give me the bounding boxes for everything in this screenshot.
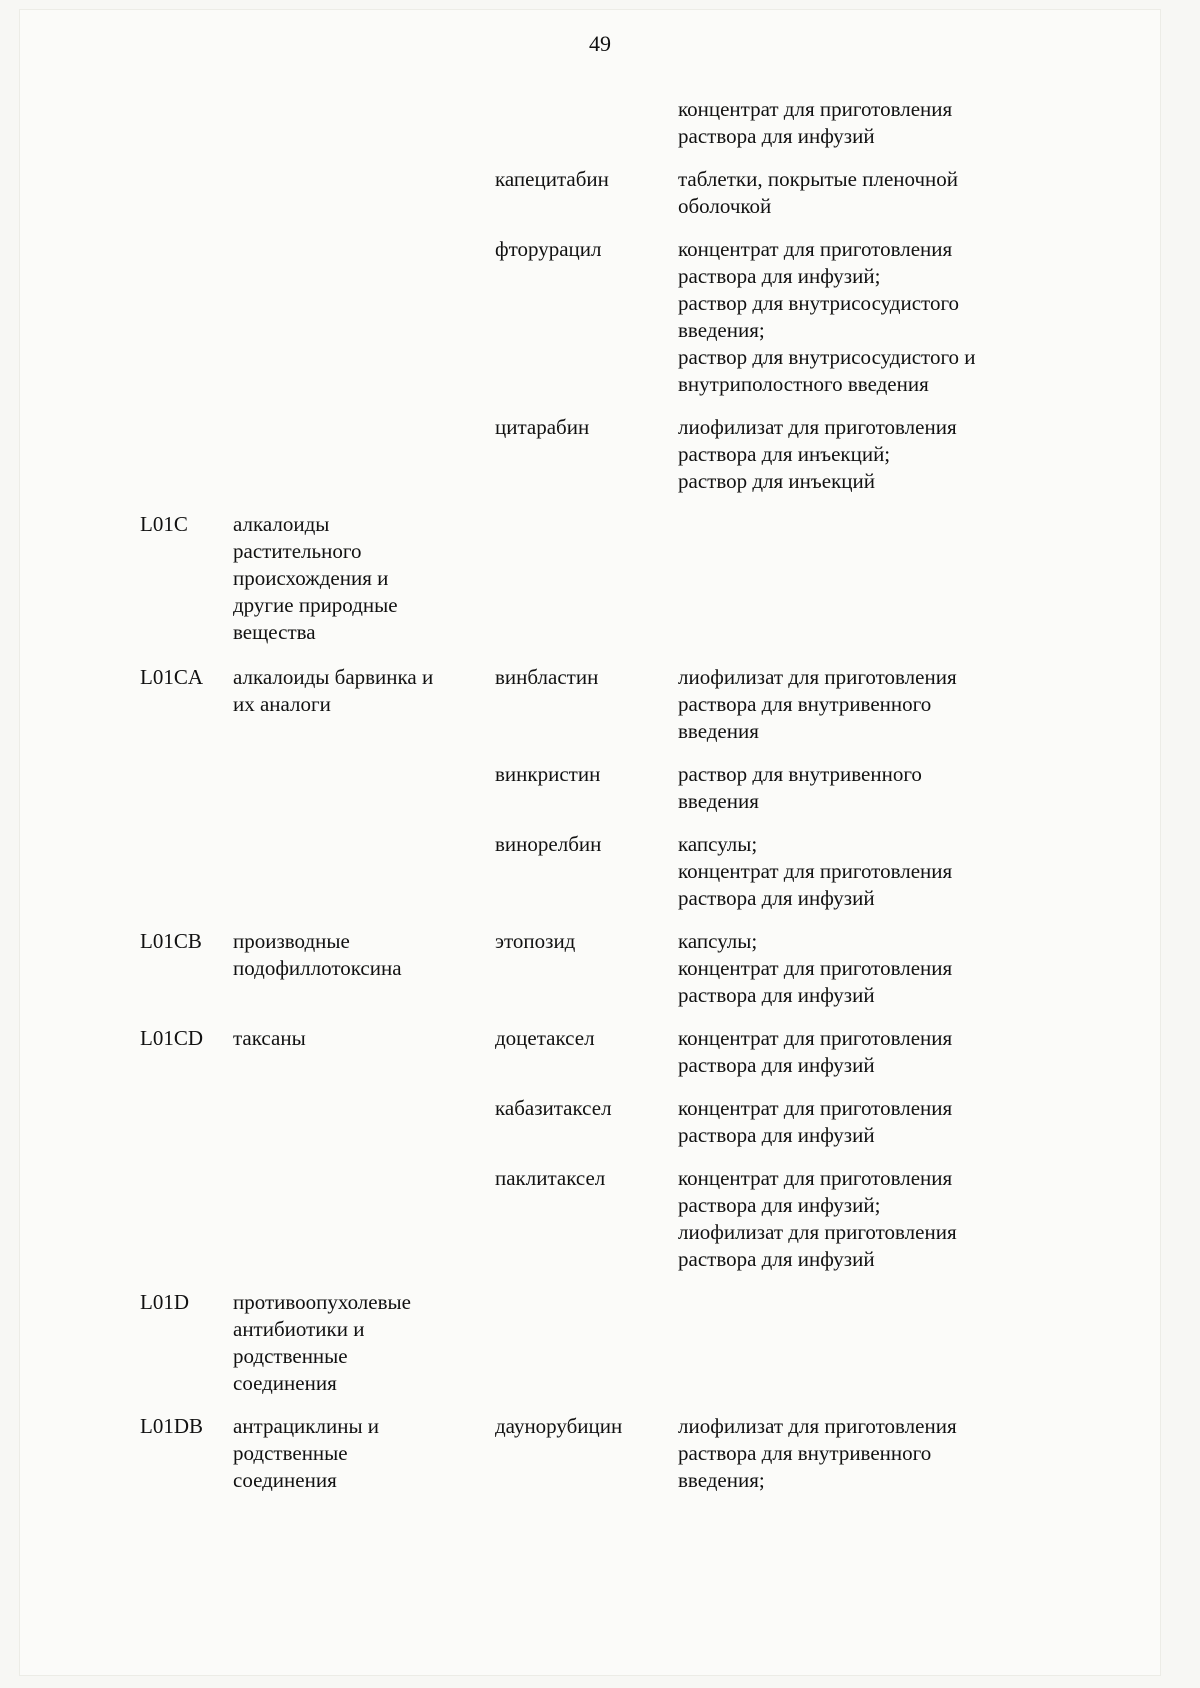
atc-code — [140, 1165, 233, 1273]
atc-group: алкалоиды барвинка и их аналоги — [233, 665, 434, 716]
drug-name: кабазитаксел — [495, 1096, 612, 1120]
drug-name: винкристин — [495, 762, 601, 786]
dosage-form: концентрат для приготовления раствора для инфузий — [678, 1026, 953, 1077]
atc-group — [233, 831, 495, 912]
atc-code — [140, 831, 233, 912]
drug-name: этопозид — [495, 929, 576, 953]
table-row — [140, 414, 1040, 495]
table-row — [140, 761, 1040, 815]
dosage-form: лиофилизат для приготовления раствора для внутривенного введения; — [678, 1414, 957, 1492]
table-row — [140, 96, 1040, 150]
atc-group — [233, 236, 495, 398]
atc-code — [140, 1095, 233, 1149]
atc-group — [233, 414, 495, 495]
atc-group — [233, 166, 495, 220]
table-row — [140, 1095, 1040, 1149]
dosage-form — [678, 511, 1040, 646]
atc-code — [140, 761, 233, 815]
drug-name: винорелбин — [495, 832, 602, 856]
dosage-form: концентрат для приготовления раствора для инфузий; лиофилизат для приготовления раствора для инфузий — [678, 1166, 957, 1271]
atc-code: L01CB — [140, 929, 202, 953]
atc-group: алкалоиды растительного происхождения и другие природные вещества — [233, 512, 398, 644]
page-number: 49 — [589, 31, 611, 56]
table-row — [140, 1289, 1040, 1397]
table-row — [140, 928, 1040, 1009]
drug-table — [140, 96, 1040, 1494]
drug-name — [495, 1289, 678, 1397]
table-row — [140, 236, 1040, 398]
atc-group — [233, 1165, 495, 1273]
atc-group: таксаны — [233, 1026, 306, 1050]
drug-name: винбластин — [495, 665, 599, 689]
drug-name: цитарабин — [495, 415, 590, 439]
atc-code: L01DB — [140, 1414, 203, 1438]
table-row — [140, 166, 1040, 220]
atc-group: антрациклины и родственные соединения — [233, 1414, 380, 1492]
atc-code — [140, 414, 233, 495]
atc-group: производные подофиллотоксина — [233, 929, 402, 980]
drug-name — [495, 511, 678, 646]
atc-code: L01D — [140, 1290, 189, 1314]
dosage-form: концентрат для приготовления раствора для инфузий — [678, 97, 953, 148]
table-row — [140, 511, 1040, 646]
atc-code — [140, 236, 233, 398]
table-row — [140, 1025, 1040, 1079]
drug-name: доцетаксел — [495, 1026, 595, 1050]
table-row — [140, 664, 1040, 745]
atc-group: противоопухолевые антибиотики и родственные соединения — [233, 1290, 411, 1395]
atc-code: L01CD — [140, 1026, 203, 1050]
drug-name: капецитабин — [495, 167, 609, 191]
atc-group — [233, 761, 495, 815]
drug-name: фторурацил — [495, 237, 602, 261]
table-row — [140, 1413, 1040, 1494]
drug-name: паклитаксел — [495, 1166, 606, 1190]
atc-code — [140, 166, 233, 220]
dosage-form: раствор для внутривенного введения — [678, 762, 922, 813]
atc-code: L01CA — [140, 665, 203, 689]
atc-group — [233, 96, 495, 150]
atc-code — [140, 96, 233, 150]
dosage-form — [678, 1289, 1040, 1397]
drug-name — [495, 96, 678, 150]
dosage-form: таблетки, покрытые пленочной оболочкой — [678, 167, 959, 218]
dosage-form: лиофилизат для приготовления раствора для инъекций; раствор для инъекций — [678, 415, 957, 493]
dosage-form: капсулы; концентрат для приготовления раствора для инфузий — [678, 929, 953, 1007]
dosage-form: капсулы; концентрат для приготовления раствора для инфузий — [678, 832, 953, 910]
dosage-form: лиофилизат для приготовления раствора для внутривенного введения — [678, 665, 957, 743]
drug-name: даунорубицин — [495, 1414, 623, 1438]
atc-group — [233, 1095, 495, 1149]
dosage-form: концентрат для приготовления раствора для инфузий; раствор для внутрисосудистого введения; раствор для внутрисосудистого и внутриполостного введения — [678, 237, 976, 396]
atc-code: L01C — [140, 512, 188, 536]
table-row — [140, 831, 1040, 912]
dosage-form: концентрат для приготовления раствора для инфузий — [678, 1096, 953, 1147]
table-row — [140, 1165, 1040, 1273]
